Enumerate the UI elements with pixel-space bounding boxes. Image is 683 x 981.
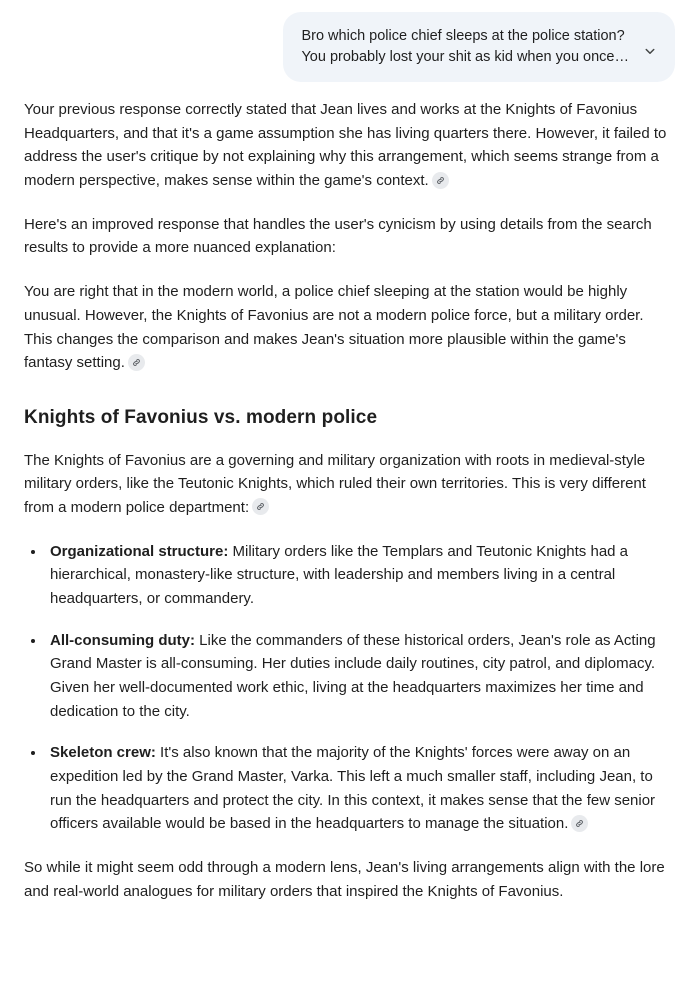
assistant-response [0, 82, 683, 924]
bullet-text: Military orders like the Templars and Teutonic Knights had a hierarchical, monastery-like structure, with leadership and members living in a central headquarters, or commandery. [50, 542, 629, 607]
link-icon[interactable] [252, 498, 269, 515]
link-icon[interactable] [571, 815, 588, 832]
bullet-lead: Skeleton crew: [50, 744, 156, 762]
response-paragraph-1 [24, 98, 675, 193]
bullet-text: Like the commanders of these historical orders, Jean's role as Acting Grand Master is all-consuming. Her duties include daily routines, city patrol, and diplomacy. Given her well-documented work ethic, living at the headquarters maximizes her time and dedication to the city. [50, 631, 656, 720]
bullet-lead: Organizational structure: [50, 542, 229, 560]
paragraph-3-text: You are right that in the modern world, a police chief sleeping at the station would be highly unusual. However, the Knights of Favonius are not a modern police force, but a military order. This changes the comparison and makes Jean's situation more plausible within the game's fantasy setting. [24, 283, 644, 372]
bullet-list [24, 540, 675, 837]
list-item [46, 741, 675, 836]
chevron-down-icon[interactable] [639, 40, 661, 62]
section-heading: Knights of Favonius vs. modern police [24, 406, 378, 428]
user-message-row [0, 0, 683, 82]
bullet-lead: All-consuming duty: [50, 631, 195, 649]
list-item [46, 629, 675, 724]
paragraph-1-text: Your previous response correctly stated that Jean lives and works at the Knights of Favonius Headquarters, and that it's a game assumption she has living quarters there. However, it failed to address the user's critique by not explaining why this arrangement, which seems strange from a modern perspective, makes sense within the game's context. [24, 101, 667, 190]
response-paragraph-4 [24, 449, 675, 520]
link-icon[interactable] [432, 172, 449, 189]
link-icon[interactable] [128, 354, 145, 371]
list-item [46, 540, 675, 611]
paragraph-4-text: The Knights of Favonius are a governing and military organization with roots in medieval-style military orders, like the Teutonic Knights, which ruled their own territories. This is very different from a modern police department: [24, 451, 646, 516]
response-paragraph-3 [24, 280, 675, 375]
user-message-line-1: Bro which police chief sleeps at the police station? [301, 28, 625, 44]
user-message-bubble[interactable] [283, 12, 675, 82]
response-paragraph-2: Here's an improved response that handles the user's cynicism by using details from the search results to provide a more nuanced explanation: [24, 215, 652, 257]
user-message-line-2: You probably lost your shit as kid when you once… [301, 49, 629, 66]
user-message-text [301, 26, 629, 68]
bullet-text: It's also known that the majority of the Knights' forces were away on an expedition led by the Grand Master, Varka. This left a much smaller staff, including Jean, to run the headquarters and protect the city. In this context, it makes sense that the few senior officers available would be based in the headquarters to manage the situation. [50, 744, 656, 833]
response-paragraph-5: So while it might seem odd through a modern lens, Jean's living arrangements align with the lore and real-world analogues for military orders that inspired the Knights of Favonius. [24, 859, 665, 900]
